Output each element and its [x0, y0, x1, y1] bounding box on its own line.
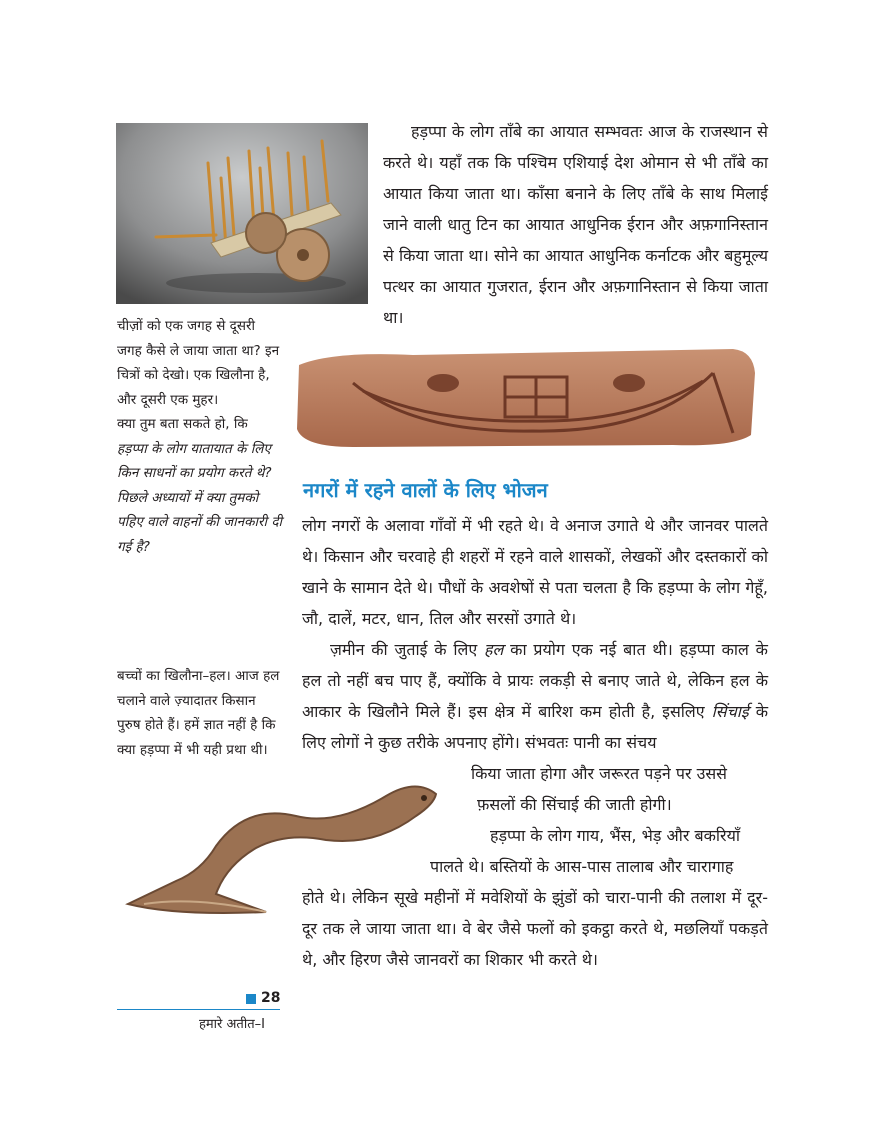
para1-text: हड़प्पा के लोग ताँबे का आयात सम्भवतः आज के राजस्थान से करते थे। यहाँ तक कि पश्चिम एशियाई देश ओमान से भी ताँबे का आयात किया जाता था। काँसा बनाने के लिए ताँबे के साथ मिलाई जाने वाली धातु टिन का आयात आधुनिक ईरान और अफ़गानिस्तान से किया जाता था। सोने का आयात आधुनिक कर्नाटक और बहुमूल्य पत्थर का आयात गुजरात, ईरान और अफ़गानिस्तान से किया जाता था। — [383, 122, 768, 327]
boat-seal-image — [293, 343, 757, 453]
page-number-marker — [246, 994, 256, 1004]
para3-line-d2: फ़सलों की सिंचाई की जाती होगी। — [477, 795, 672, 814]
section-heading: नगरों में रहने वालों के लिए भोजन — [303, 478, 548, 502]
para3-part-a: ज़मीन की जुताई के लिए — [330, 640, 478, 659]
sidebar-q3: पिछले अध्यायों में क्या तुमको पहिए वाले वाहनों की जानकारी दी गई है? — [117, 489, 282, 555]
para2-text: लोग नगरों के अलावा गाँवों में भी रहते थे। वे अनाज उगाते थे और जानवर पालते थे। किसान और चरवाहे ही शहरों में रहने वाले शासकों, लेखकों और दस्तकारों को खाने के सामान देते थे। पौधों के अवशेषों से पता चलता है कि हड़प्पा के लोग गेहूँ, जौ, दालें, मटर, धान, तिल और सरसों उगाते थे। — [302, 516, 768, 628]
caption-text: बच्चों का खिलौना–हल। आज हल चलाने वाले ज़्यादातर किसान पुरुष होते हैं। हमें ज्ञात नहीं है कि क्या हड़प्पा में भी यही प्रथा थी। — [117, 668, 280, 758]
sinchai-term: सिंचाई — [711, 702, 749, 721]
page-number: 28 — [261, 990, 281, 1006]
para3-part-b: का प्रयोग एक नई बात थी। हड़प्पा काल के हल तो नहीं बच पाए हैं, क्योंकि वे प्रायः लकड़ी से बनाए जाते थे, लेकिन हल के आकार के खिलौने मिले हैं। इस क्षेत्र में बारिश कम होती है, इसलिए — [302, 640, 768, 721]
para3-part-c: के लिए लोगों ने कुछ तरीके अपनाए होंगे। संभवतः पानी का संचय — [302, 702, 768, 752]
para4-body — [302, 882, 768, 975]
para4-rest: होते थे। लेकिन सूखे महीनों में मवेशियों के झुंडों को चारा-पानी की तलाश में दूर-दूर तक ले जाया जाता था। वे बेर जैसे फलों को इकट्ठा करते थे, मछलियाँ पकड़ते थे, और हिरण जैसे जानवरों का शिकार भी करते थे। — [302, 888, 768, 969]
sidebar-q2a: क्या तुम बता सकते हो, कि — [117, 416, 248, 432]
hal-term: हल — [484, 640, 504, 659]
sidebar-questions — [117, 314, 282, 559]
book-title: हमारे अतीत–I — [199, 1017, 265, 1032]
plough-caption — [117, 664, 282, 762]
para3-text — [302, 634, 768, 758]
sidebar-q2b: हड़प्पा के लोग यातायात के लिए किन साधनों का प्रयोग करते थे? — [117, 440, 272, 481]
para3-line-d1: किया जाता होगा और जरूरत पड़ने पर उससे — [471, 764, 727, 783]
footer-rule — [117, 1009, 280, 1010]
sidebar-q1: चीज़ों को एक जगह से दूसरी जगह कैसे ले जाया जाता था? इन चित्रों को देखो। एक खिलौना है, और दूसरी एक मुहर। — [117, 318, 280, 408]
toy-cart-image — [116, 123, 368, 304]
para4-line-1: हड़प्पा के लोग गाय, भैंस, भेड़ और बकरियाँ — [490, 826, 741, 845]
paragraph-villages — [302, 510, 768, 758]
para4-line-2: पालते थे। बस्तियों के आस-पास तालाब और चारागाह — [430, 857, 734, 876]
para3-tail — [471, 758, 768, 820]
para4-head — [430, 820, 768, 882]
paragraph-copper-trade — [383, 116, 768, 333]
